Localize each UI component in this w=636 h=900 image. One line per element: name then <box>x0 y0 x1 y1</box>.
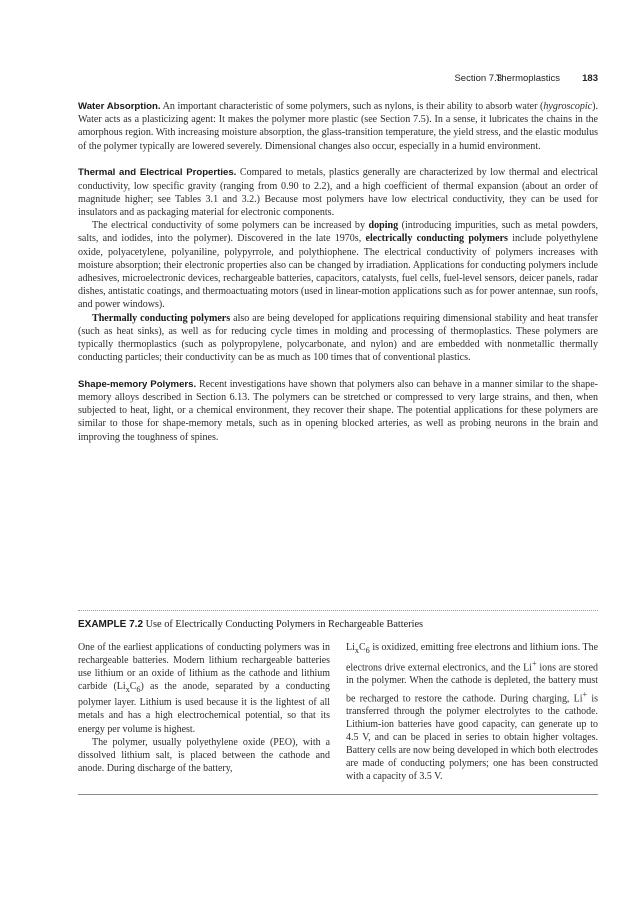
water-absorption-text-2: ). Water acts as a plasticizing agent: It makes the polymer more plastic (see Section 7.5). In a sense, it lubricates the chains in the amorphous region. With increasing moisture absorption, the glass-transition temperature, the yield stress, and the elastic modulus of the polymer typically are lowered severely. Dimensional changes also occur, especially in a humid environment. <box>78 101 598 152</box>
formula-subscript: x <box>354 645 359 655</box>
example-top-rule <box>78 610 598 611</box>
term-hygroscopic: hygroscopic <box>543 101 593 112</box>
thermal-electrical-text-1: Compared to metals, plastics generally are characterized by low thermal and electrical conductivity, low specific gravity (ranging from 0.90 to 2.2), and a high coefficient of thermal expansion (about an order of magnitude higher; see Tables 3.1 and 3.2.) Because most polymers have low electrical conductivity, they can be used for insulators and as packaging material for electronic components. <box>78 167 598 218</box>
water-absorption-paragraph <box>78 100 598 153</box>
body-text <box>78 100 598 444</box>
section-title: Thermoplastics <box>495 73 560 84</box>
formula-carbon: C <box>358 642 366 653</box>
water-absorption-text-1: An important characteristic of some polymers, such as nylons, is their ability to absorb water ( <box>162 101 544 112</box>
example-left-column <box>78 641 330 784</box>
term-doping: doping <box>368 220 399 232</box>
formula-subscript: 6 <box>365 645 370 655</box>
doping-text-a: The electrical conductivity of some polymers can be increased by <box>92 220 369 232</box>
formula-subscript: 6 <box>136 685 141 695</box>
conductivity-doping-paragraph <box>78 219 598 311</box>
formula-carbon: C <box>129 681 137 693</box>
example-title <box>78 619 598 630</box>
doping-text-c: include polyethylene oxide, polyacetylene, polyaniline, polypyrrole, and polythiophene. The electrical conductivity of polymers increases with moisture absorption; their electronic properties also can be changed by irradiation. Applications for conducting polymers include adhesives, microelectronic devices, rechargeable batteries, capacitors, catalysts, fuel cells, fuel-level sensors, deicer panels, radar dishes, antistatic coatings, and thermoactuating motors (used in linear-motion applications such as for power antennae, sun roofs, and power windows). <box>78 233 598 311</box>
running-head <box>78 73 598 87</box>
formula-lithium: Li <box>346 642 355 653</box>
example-title-text: Use of Electrically Conducting Polymers in Rechargeable Batteries <box>145 619 424 630</box>
example-right-paragraph <box>346 641 598 784</box>
shape-memory-heading: Shape-memory Polymers. <box>78 378 197 390</box>
shape-memory-text: Recent investigations have shown that polymers also can behave in a manner similar to the shape-memory alloys described in Section 6.13. The polymers can be stretched or compressed to very large strains, and then, when subjected to heat, light, or a chemical environment, they recover their shape. The potential applications for these polymers are similar to those for shape-memory metals, such as in opening blocked arteries, as well as probing neurons in the brain and improving the toughness of spines. <box>78 378 598 443</box>
example-columns <box>78 641 598 784</box>
thermally-conducting-paragraph <box>78 312 598 365</box>
water-absorption-heading: Water Absorption. <box>78 101 161 112</box>
example-right-column <box>346 641 598 784</box>
example-left-paragraph-2: The polymer, usually polyethylene oxide (PEO), with a dissolved lithium salt, is placed between the cathode and anode. During discharge of the battery, <box>78 736 330 774</box>
thermally-conducting-text: also are being developed for applications requiring dimensional stability and heat transfer (such as heat sinks), as well as for reducing cycle times in molding and processing of thermoplastics. These polymers are typically thermoplastics (such as polypropylene, polycarbonate, and nylon) and are embedded with nonmetallic thermally conducting particles; their conductivity can be as much as 100 times that of conventional plastics. <box>78 312 598 364</box>
term-thermally-conducting-polymers: Thermally conducting polymers <box>92 312 231 324</box>
doping-text-b: (introducing impurities, such as metal powders, salts, and iodides, into the polymer). Discovered in the late 1970s, <box>78 220 598 245</box>
term-electrically-conducting-polymers: electrically conducting polymers <box>365 233 508 245</box>
shape-memory-paragraph <box>78 378 598 444</box>
section-number: Section 7.3 <box>454 73 502 84</box>
example-right-text-c: is transferred through the polymer electrolytes to the cathode. Lithium-ion batteries have good capacity, can generate up to 4.5 V, and can be placed in series to obtain higher voltages. Battery cells are now being developed in which both electrodes are made of conducting polymers; one has been constructed with a capacity of 3.5 V. <box>346 692 598 783</box>
page-number: 183 <box>582 73 598 84</box>
thermal-electrical-paragraph <box>78 166 598 219</box>
example-left-text-b: ) as the anode, separated by a conducting polymer layer. Lithium is used because it is the lightest of all metals and has a high electrochemical potential, so that its energy per volume is highest. <box>78 681 330 735</box>
example-bottom-rule <box>78 794 598 795</box>
example-right-text-b: ions are stored in the polymer. When the cathode is depleted, the battery must be recharged to restore the cathode. During charging, Li <box>346 662 598 704</box>
thermal-electrical-heading: Thermal and Electrical Properties. <box>78 167 237 179</box>
example-right-text-a: is oxidized, emitting free electrons and lithium ions. The electrons drive external electronics, and the Li <box>346 642 598 674</box>
example-left-text-a: One of the earliest applications of conducting polymers was in rechargeable batteries. Modern lithium rechargeable batteries use lithium or an oxide of lithium as the cathode and lithium carbide (Li <box>78 642 330 693</box>
ion-charge-superscript: + <box>531 659 537 669</box>
example-box <box>78 610 598 795</box>
example-left-paragraph-1 <box>78 641 330 736</box>
example-label: EXAMPLE 7.2 <box>78 619 144 630</box>
formula-subscript: x <box>125 685 130 695</box>
ion-charge-superscript: + <box>582 689 588 699</box>
